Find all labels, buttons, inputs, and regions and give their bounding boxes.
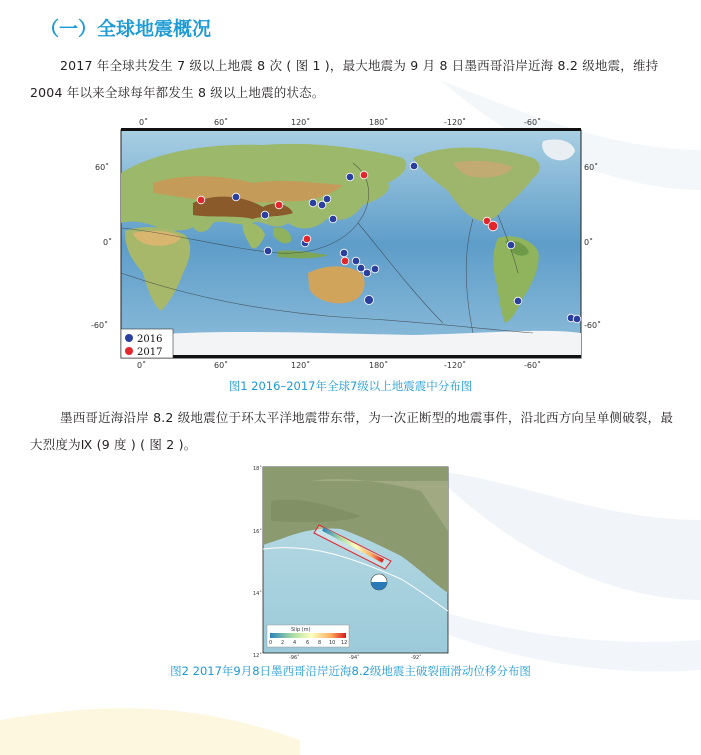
top-tick-180: 180˚	[369, 118, 389, 127]
bottom-tick-60: 60˚	[214, 361, 229, 370]
paragraph-2: 墨西哥近海沿岸 8.2 级地震位于环太平洋地震带东带，为一次正断型的地震事件，沿北西方向呈单侧破裂，最大烈度为Ⅸ (9 度 ) ( 图 2 )。	[30, 410, 674, 452]
legend-2017-label: 2017	[137, 347, 163, 358]
colorbar-title: Slip (m)	[291, 627, 311, 633]
lat-tick-12: 12˚	[253, 653, 262, 659]
colorbar-tick-12: 12	[341, 640, 348, 646]
global-earthquake-map	[91, 118, 602, 370]
bottom-tick-180: 180˚	[369, 361, 389, 370]
bottom-tick-neg120: -120˚	[444, 361, 467, 370]
legend-2016-label: 2016	[137, 334, 163, 345]
quake-2016-marker	[309, 199, 317, 207]
quake-2017-marker	[303, 235, 311, 243]
quake-2016-marker	[346, 173, 354, 181]
section-heading: （一）全球地震概况	[40, 18, 212, 40]
mexico-slip-map	[251, 461, 454, 661]
quake-2016-marker	[363, 269, 371, 277]
quake-2016-marker	[352, 257, 360, 265]
quake-2016-marker	[573, 315, 581, 323]
figure1-caption: 图1 2016–2017年全球7级以上地震震中分布图	[228, 379, 473, 393]
bottom-tick-neg60: -60˚	[524, 361, 542, 370]
colorbar-tick-0: 0	[269, 640, 273, 646]
colorbar-tick-4: 4	[293, 640, 297, 646]
quake-2017-marker	[197, 196, 205, 204]
lon-tick-neg96: -96˚	[289, 655, 300, 661]
quake-2017-marker	[360, 171, 368, 179]
top-tick-120: 120˚	[291, 118, 311, 127]
lon-tick-neg92: -92˚	[411, 655, 422, 661]
bottom-tick-0: 0˚	[137, 361, 147, 370]
legend-2017-marker	[125, 347, 133, 355]
left-tick-60: 60˚	[95, 163, 110, 172]
quake-2016-marker	[323, 195, 331, 203]
quake-2016-marker	[264, 247, 272, 255]
lat-tick-16: 16˚	[253, 529, 262, 535]
quake-2016-marker	[261, 211, 269, 219]
quake-2017-marker	[275, 201, 283, 209]
quake-2016-marker	[507, 241, 515, 249]
lon-tick-neg94: -94˚	[349, 655, 360, 661]
slip-colorbar	[267, 625, 349, 647]
right-tick-neg60: -60˚	[584, 321, 602, 330]
lat-tick-14: 14˚	[253, 591, 262, 597]
bottom-tick-120: 120˚	[291, 361, 311, 370]
right-tick-60: 60˚	[584, 163, 599, 172]
left-tick-0: 0˚	[103, 238, 113, 247]
colorbar-tick-6: 6	[306, 640, 310, 646]
quake-2017-marker	[341, 257, 349, 265]
top-tick-neg60: -60˚	[524, 118, 542, 127]
quake-2016-marker	[365, 296, 374, 305]
quake-2016-marker	[514, 297, 522, 305]
figure2-caption: 图2 2017年9月8日墨西哥沿岸近海8.2级地震主破裂面滑动位移分布图	[170, 664, 531, 678]
legend-2016-marker	[125, 334, 133, 342]
top-tick-0: 0˚	[139, 118, 149, 127]
colorbar-tick-8: 8	[318, 640, 322, 646]
quake-2016-marker	[371, 265, 379, 273]
quake-2016-marker	[340, 249, 348, 257]
top-tick-60: 60˚	[214, 118, 229, 127]
paragraph-1: 2017 年全球共发生 7 级以上地震 8 次 ( 图 1 )，最大地震为 9 月 8 日墨西哥沿岸近海 8.2 级地震，维持 2004 年以来全球每年都发生 8 级以上地震的状态。	[30, 58, 659, 100]
top-tick-neg120: -120˚	[444, 118, 467, 127]
quake-2016-marker	[410, 162, 418, 170]
colorbar-tick-10: 10	[329, 640, 336, 646]
map-legend	[121, 329, 173, 358]
quake-2017-marker	[488, 221, 498, 231]
right-tick-0: 0˚	[584, 238, 594, 247]
quake-2016-marker	[329, 215, 337, 223]
quake-2016-marker	[232, 193, 240, 201]
lat-tick-18: 18˚	[253, 466, 262, 472]
left-tick-neg60: -60˚	[91, 321, 109, 330]
colorbar-tick-2: 2	[281, 640, 285, 646]
